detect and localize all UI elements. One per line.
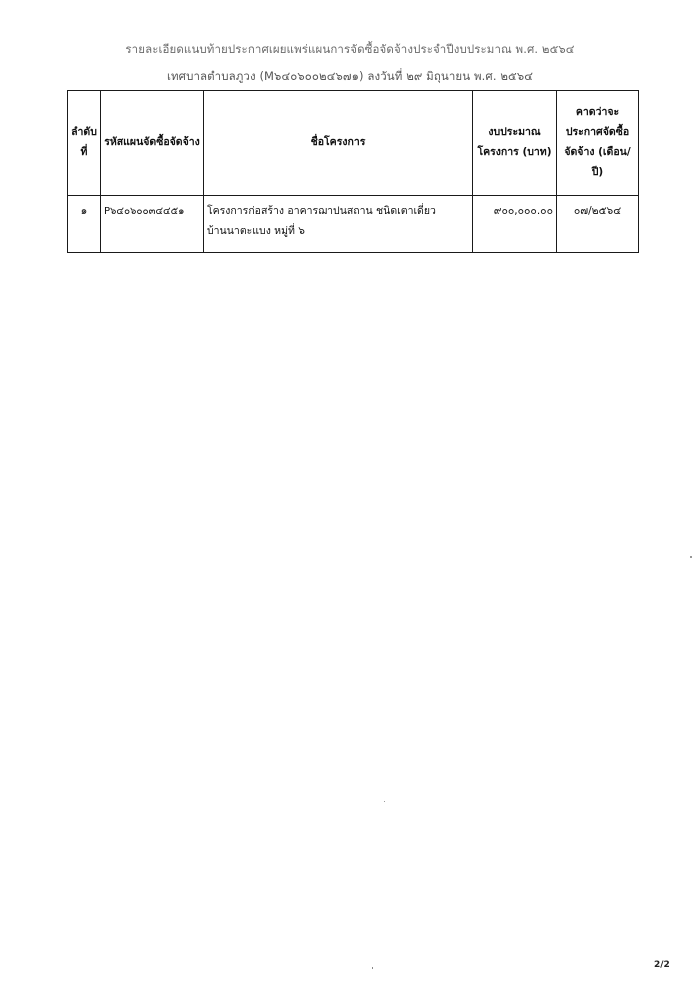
header-budget: งบประมาณโครงการ (บาท) (473, 91, 557, 196)
scan-speck (384, 801, 385, 802)
page-number: 2/2 (654, 960, 670, 970)
cell-expected-date: ๐๗/๒๕๖๔ (557, 196, 639, 253)
cell-plan-code: P๖๔๐๖๐๐๓๔๔๕๑ (101, 196, 204, 253)
table-row (68, 196, 639, 253)
header-line-2: เทศบาลตำบลภูวง (M๖๔๐๖๐๐๒๔๖๗๑) ลงวันที่ ๒๙ มิถุนายน พ.ศ. ๒๕๖๔ (166, 69, 534, 83)
header-no: ลำดับที่ (68, 91, 101, 196)
table-header-row (68, 91, 639, 196)
header-project-name: ชื่อโครงการ (204, 91, 473, 196)
header-line-1: รายละเอียดแนบท้ายประกาศเผยแพร่แผนการจัดซื้อจัดจ้างประจำปีงบประมาณ พ.ศ. ๒๕๖๔ (125, 42, 575, 56)
cell-project-name: โครงการก่อสร้าง อาคารฌาปนสถาน ชนิดเตาเดี่ยว บ้านนาตะแบง หมู่ที่ ๖ (204, 196, 473, 253)
scan-speck (372, 967, 373, 969)
cell-no: ๑ (68, 196, 101, 253)
header-plan-code: รหัสแผนจัดซื้อจัดจ้าง (101, 91, 204, 196)
procurement-plan-table (67, 90, 639, 253)
scan-speck (690, 556, 692, 558)
cell-budget: ๙๐๐,๐๐๐.๐๐ (473, 196, 557, 253)
header-expected-date: คาดว่าจะประกาศจัดซื้อจัดจ้าง (เดือน/ปี) (557, 91, 639, 196)
